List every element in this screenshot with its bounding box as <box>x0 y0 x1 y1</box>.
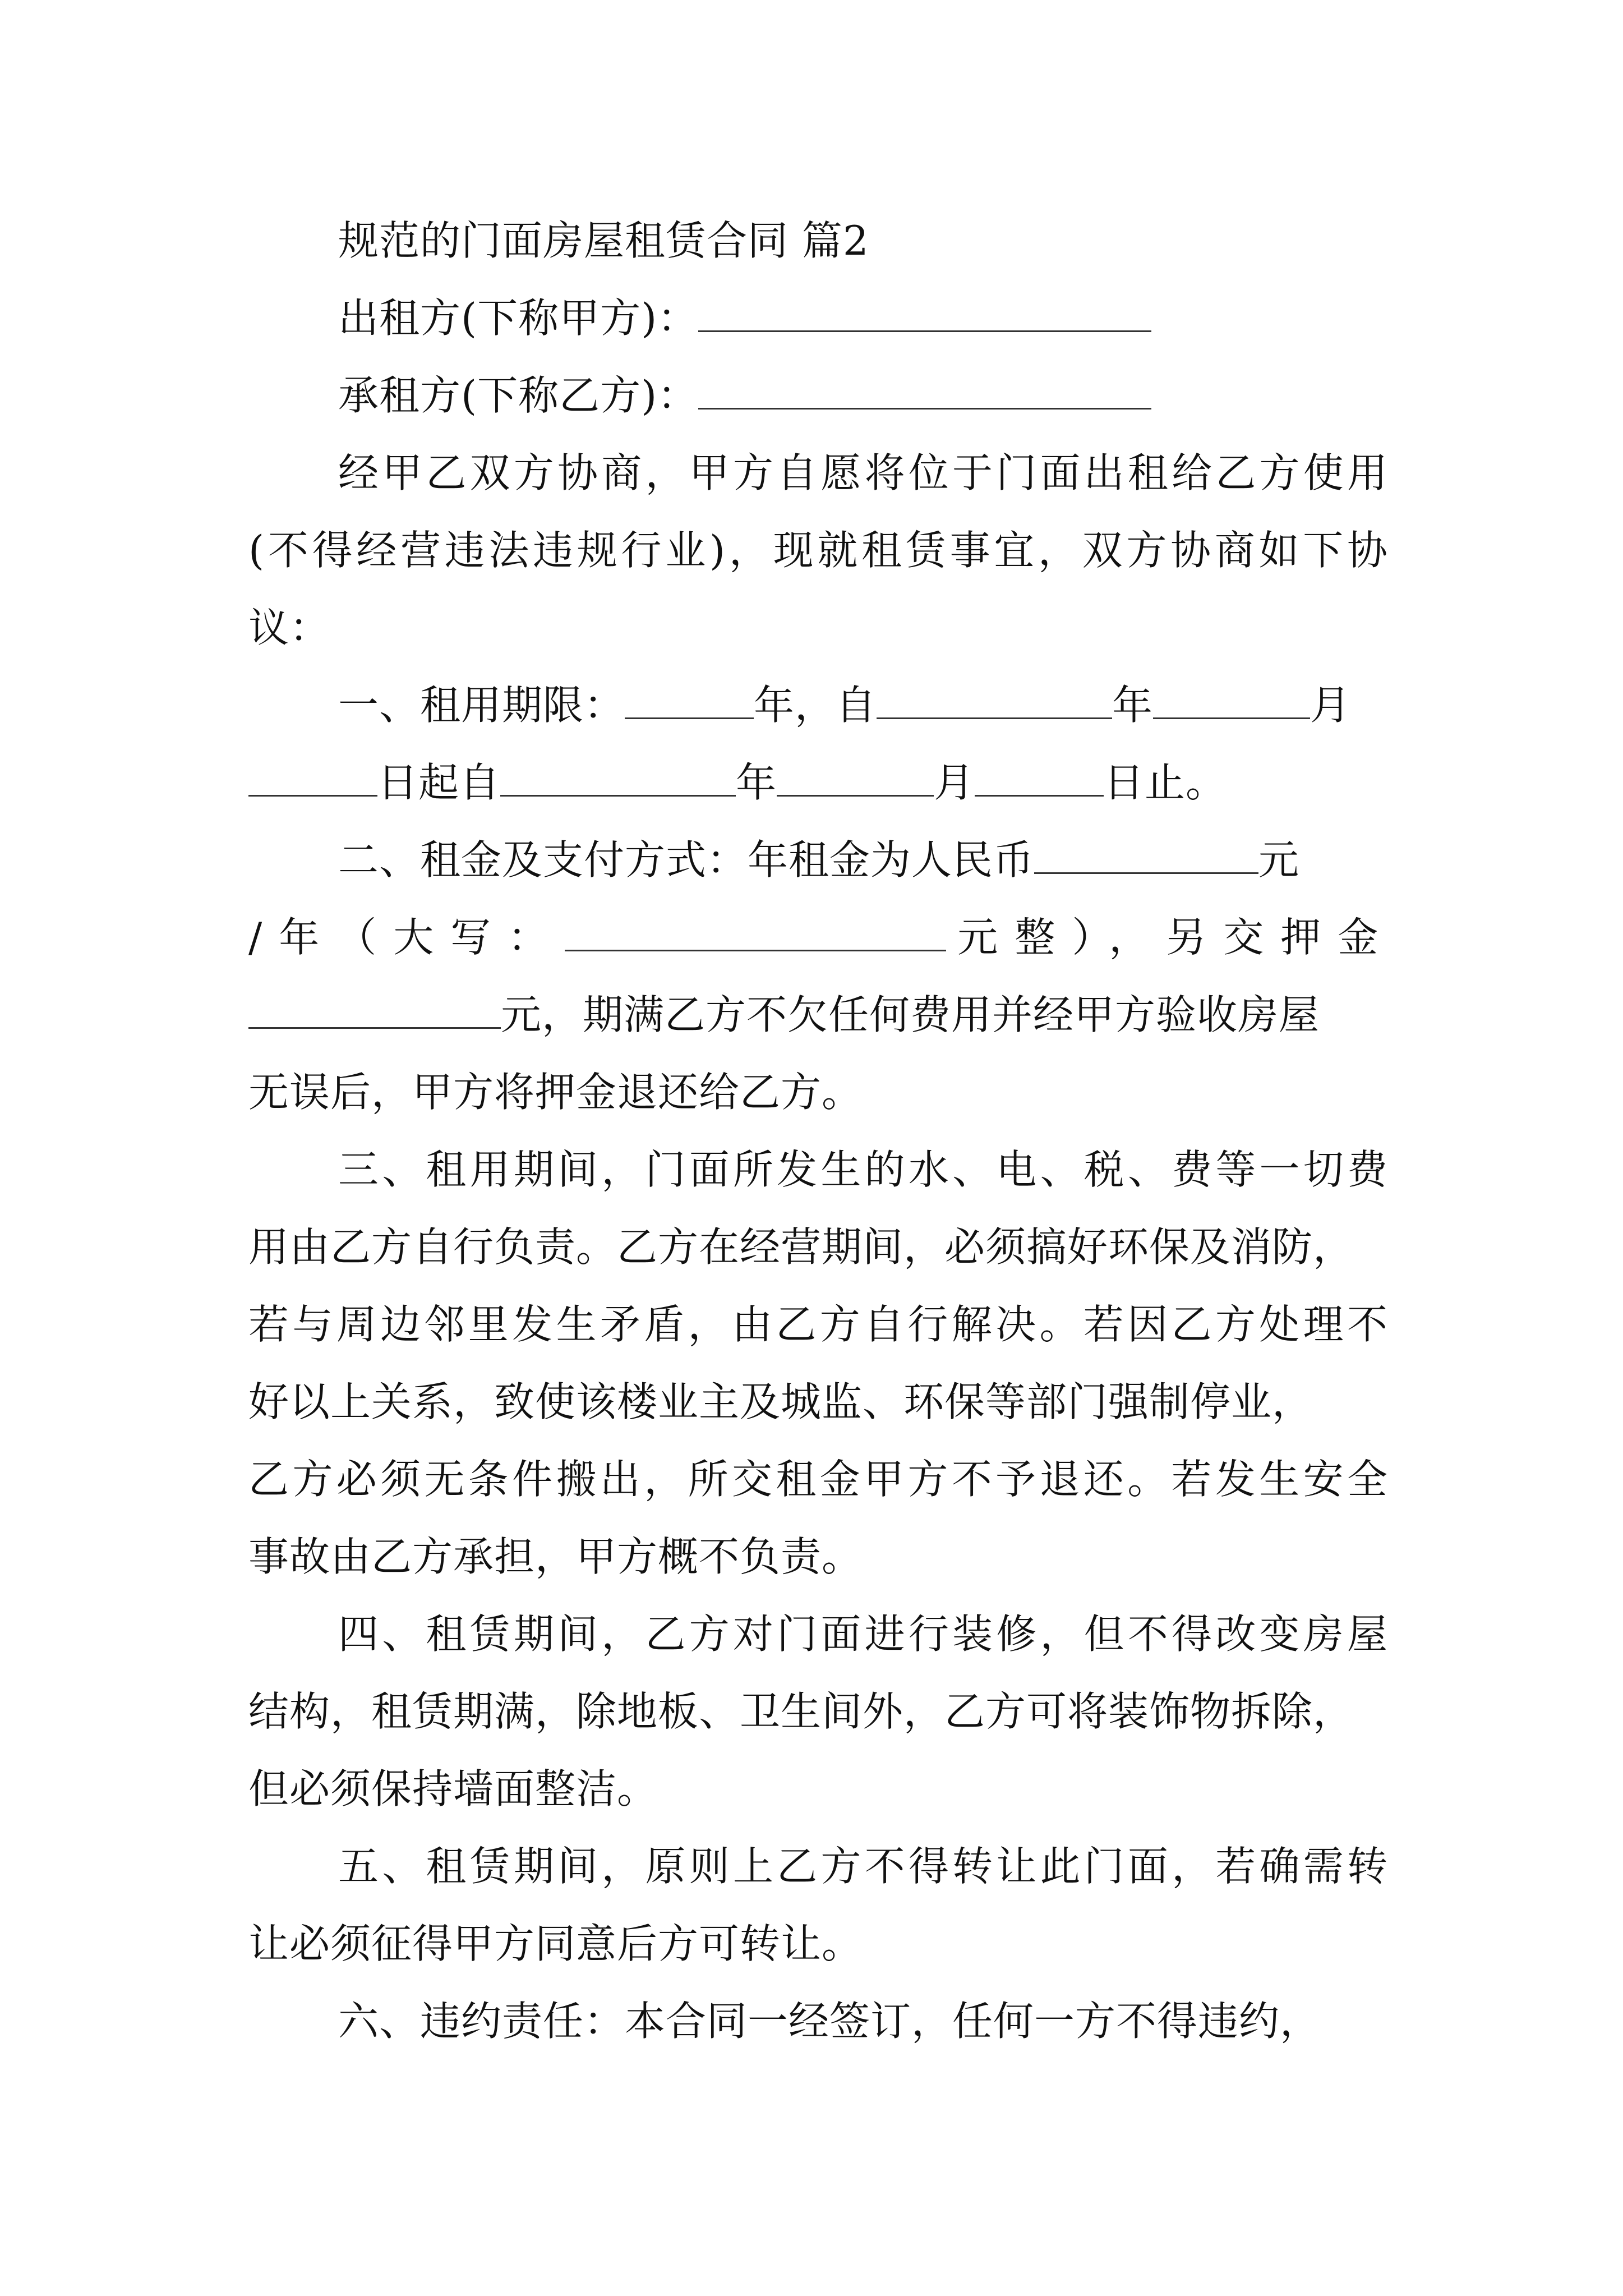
end-month-blank[interactable] <box>777 762 934 797</box>
document-body <box>248 202 1395 2060</box>
clause-2-yuan-text: 元 <box>1258 836 1300 884</box>
clause-4-line-3: 但必须保持墙面整洁。 <box>248 1765 658 1812</box>
clause-4-line-2: 结构，租赁期满，除地板、卫生间外，乙方可将装饰物拆除， <box>248 1688 1354 1735</box>
clause-5-line-2: 让必须征得甲方同意后方可转让。 <box>248 1920 863 1967</box>
clause-2-line-1 <box>248 821 1388 899</box>
intro-line-3: 议： <box>248 604 331 651</box>
clause-3-line-3: 若与周边邻里发生矛盾，由乙方自行解决。若因乙方处理不 <box>248 1301 1388 1348</box>
clause-3-line-5: 乙方必须无条件搬出，所交租金甲方不予退还。若发生安全 <box>248 1456 1388 1503</box>
clause-1-month-text-2: 月 <box>934 759 975 806</box>
clause-1-prefix: 一、租用期限： <box>338 682 625 729</box>
clause-1-year-from-text: 年，自 <box>754 682 877 729</box>
clause-2-line-2 <box>248 899 1395 976</box>
rent-uppercase-blank[interactable] <box>565 917 946 951</box>
clause-3-line-4: 好以上关系，致使该楼业主及城监、环保等部门强制停业， <box>248 1378 1313 1425</box>
clause-1-line-1 <box>248 666 1388 744</box>
start-month-blank[interactable] <box>1153 685 1310 719</box>
clause-4-line-1: 四、租赁期间，乙方对门面进行装修，但不得改变房屋 <box>338 1611 1388 1658</box>
lessor-line <box>248 279 1388 357</box>
end-day-blank[interactable] <box>975 762 1104 797</box>
annual-rent-blank[interactable] <box>1034 840 1258 874</box>
document-title: 规范的门面房屋租赁合同 篇2 <box>338 217 869 264</box>
start-year-blank[interactable] <box>877 685 1112 719</box>
clause-2-line-4: 无误后，甲方将押金退还给乙方。 <box>248 1069 863 1116</box>
clause-2-prefix: 二、租金及支付方式：年租金为人民币 <box>338 836 1035 884</box>
clause-1-day-end-text: 日止。 <box>1104 759 1227 806</box>
clause-2-whole-text: 元整），另交押金 <box>957 914 1395 961</box>
clause-3-line-2: 用由乙方自行负责。乙方在经营期间，必须搞好环保及消防， <box>248 1223 1354 1271</box>
clause-2-deposit-tail: 元，期满乙方不欠任何费用并经甲方验收房屋 <box>501 991 1320 1038</box>
clause-1-month-text: 月 <box>1310 682 1352 729</box>
lessee-label: 承租方(下称乙方)： <box>338 372 699 419</box>
lessor-blank[interactable] <box>698 298 1151 332</box>
intro-line-1: 经甲乙双方协商，甲方自愿将位于门面出租给乙方使用 <box>338 449 1388 496</box>
clause-1-year-text-2: 年 <box>736 759 777 806</box>
start-day-blank[interactable] <box>248 762 377 797</box>
clause-1-day-from-text: 日起自 <box>377 759 501 806</box>
clause-2-per-year-text: /年（大写： <box>248 914 565 961</box>
intro-line-2: (不得经营违法违规行业)，现就租赁事宜，双方协商如下协 <box>248 527 1388 574</box>
lessor-label: 出租方(下称甲方)： <box>338 295 699 342</box>
deposit-blank[interactable] <box>248 995 501 1029</box>
clause-1-line-2 <box>248 744 1388 821</box>
lessee-blank[interactable] <box>698 375 1151 409</box>
end-year-blank[interactable] <box>500 762 736 797</box>
clause-2-line-3 <box>248 976 1388 1053</box>
clause-3-line-1: 三、租用期间，门面所发生的水、电、税、费等一切费 <box>338 1146 1388 1193</box>
clause-1-year-text: 年 <box>1112 682 1154 729</box>
clause-6-line-1: 六、违约责任：本合同一经签订，任何一方不得违约， <box>338 1998 1321 2045</box>
clause-5-line-1: 五、租赁期间，原则上乙方不得转让此门面，若确需转 <box>338 1843 1388 1890</box>
lessee-line <box>248 357 1388 434</box>
term-years-blank[interactable] <box>625 685 754 719</box>
clause-3-line-6: 事故由乙方承担，甲方概不负责。 <box>248 1533 863 1580</box>
